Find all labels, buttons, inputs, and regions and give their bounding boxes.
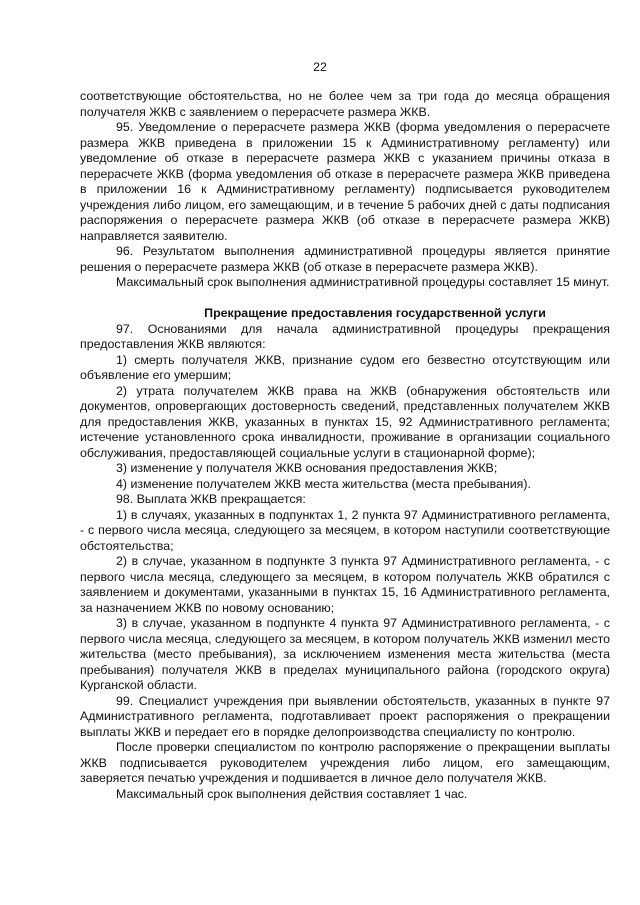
paragraph-max-time-1h: Максимальный срок выполнения действия составляет 1 час.: [116, 786, 468, 801]
paragraph-97-item-3: 3) изменение у получателя ЖКВ основания предоставления ЖКВ;: [116, 461, 498, 475]
section-heading: Прекращение предоставления государственной услуги: [204, 306, 546, 320]
section-spacer: [80, 291, 610, 307]
paragraph-97: 97. Основаниями для начала административной процедуры прекращения предоставления ЖКВ являются:: [80, 321, 610, 351]
paragraph-max-time-15: Максимальный срок выполнения административной процедуры составляет 15 минут.: [116, 275, 610, 289]
document-body: [80, 89, 610, 802]
paragraph-98: 98. Выплата ЖКВ прекращается:: [116, 492, 306, 506]
paragraph-98-item-2: 2) в случае, указанном в подпункте 3 пункта 97 Административного регламента, - с первого числа месяца, следующего за месяцем, в котором получатель ЖКВ обратился с заявлением и документами, указанными в пунктах 15, 16 Административного регламента, за назначением ЖКВ по новому основанию;: [80, 554, 610, 615]
page-number: 22: [313, 60, 327, 74]
paragraph-continuation: соответствующие обстоятельства, но не более чем за три года до месяца обращения получателя ЖКВ с заявлением о перерасчете размера ЖКВ.: [80, 89, 610, 119]
paragraph-97-item-4: 4) изменение получателем ЖКВ места жительства (места пребывания).: [116, 476, 531, 491]
paragraph-98-item-1: 1) в случаях, указанных в подпунктах 1, 2 пункта 97 Административного регламента, - с первого числа месяца, следующего за месяцем, в котором наступили соответствующие обстоятельства;: [80, 507, 610, 553]
paragraph-96: 96. Результатом выполнения административной процедуры является принятие решения о перерасчете размера ЖКВ (об отказе в перерасчете размера ЖКВ).: [80, 244, 610, 274]
paragraph-97-item-2: 2) утрата получателем ЖКВ права на ЖКВ (обнаружения обстоятельств или документов, опровергающих достоверность сведений, представленных получателем ЖКВ для предоставления ЖКВ, указанных в пунктах 15, 92 Административного регламента; истечение установленного срока инвалидности, проживание в организации социального обслуживания, предоставляющей социальные услуги в стационарной форме);: [80, 383, 610, 460]
paragraph-99: 99. Специалист учреждения при выявлении обстоятельств, указанных в пункте 97 Административного регламента, подготавливает проект распоряжения о прекращении выплаты ЖКВ и передает его в порядке делопроизводства специалисту по контролю.: [80, 693, 610, 739]
paragraph-after-check: После проверки специалистом по контролю распоряжение о прекращении выплаты ЖКВ подписывается руководителем учреждения либо лицом, его замещающим, заверяется печатью учреждения и подшивается в личное дело получателя ЖКВ.: [80, 740, 610, 785]
paragraph-98-item-3: 3) в случае, указанном в подпункте 4 пункта 97 Административного регламента, - с первого числа месяца, следующего за месяцем, в котором получатель ЖКВ изменил место жительства (место пребывания), за исключением изменения места жительства (места пребывания) получателя ЖКВ в пределах муниципального района (городского округа) Курганской области.: [80, 616, 610, 692]
paragraph-95: 95. Уведомление о перерасчете размера ЖКВ (форма уведомления о перерасчете размера ЖКВ приведена в приложении 15 к Административному регламенту) или уведомление об отказе в перерасчете размера ЖКВ с указанием причины отказа в перерасчете ЖКВ (форма уведомления об отказе в перерасчете размера ЖКВ приведена в приложении 16 к Административному регламенту) подписывается руководителем учреждения либо лицом, его замещающим, и в течение 5 рабочих дней с даты подписания распоряжения о перерасчете размера ЖКВ (об отказе в перерасчете размера ЖКВ) направляется заявителю.: [80, 120, 610, 243]
paragraph-97-item-1: 1) смерть получателя ЖКВ, признание судом его безвестно отсутствующим или объявление его умершим;: [80, 352, 610, 382]
